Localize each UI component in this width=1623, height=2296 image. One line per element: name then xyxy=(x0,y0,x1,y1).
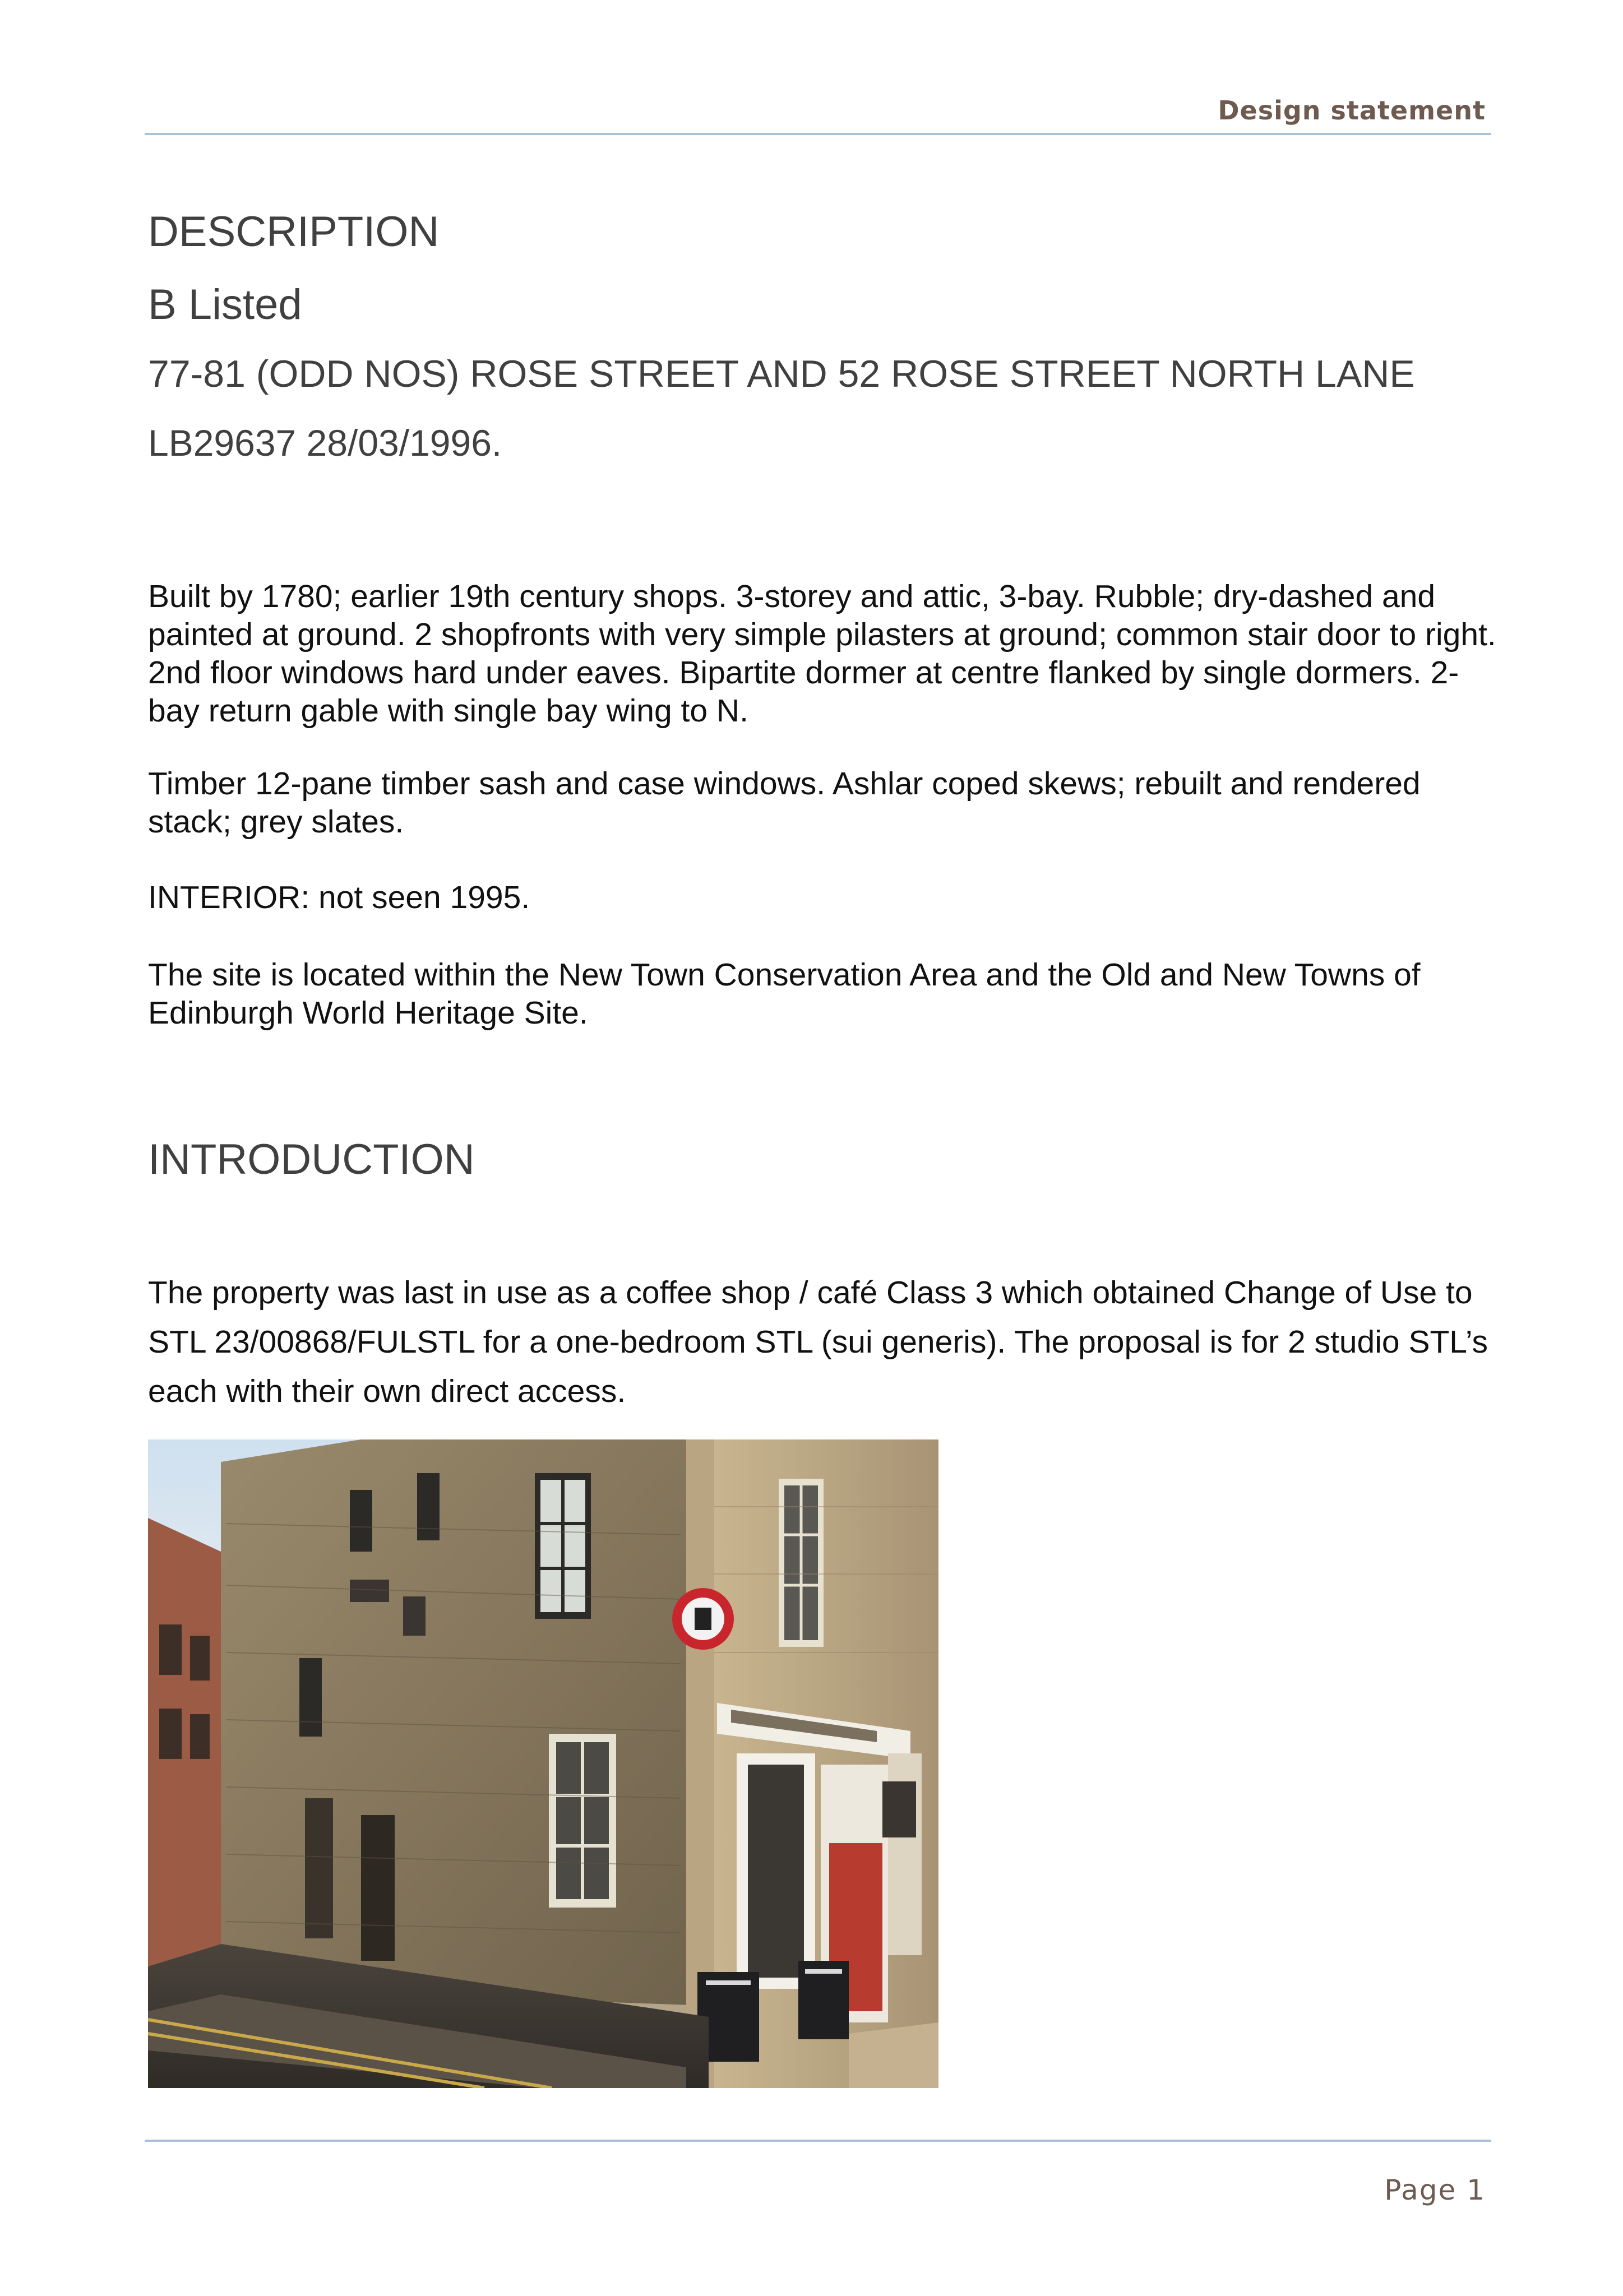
header-title: Design statement xyxy=(1218,95,1486,126)
description-paragraph: INTERIOR: not seen 1995. xyxy=(148,879,530,915)
header-rule xyxy=(145,133,1491,135)
page-number: Page 1 xyxy=(1384,2174,1486,2206)
building-photo xyxy=(148,1439,938,2088)
listing-reference: LB29637 28/03/1996. xyxy=(148,422,502,464)
description-paragraph: Built by 1780; earlier 19th century shops. 3-storey and attic, 3-bay. Rubble; dry-dashed and painted at ground. 2 shopfronts with very simple pilasters at ground; common stair door to right. 2nd floor windows hard under eaves. Bipartite dormer at centre flanked by single dormers. 2-bay return gable with single bay wing to N. xyxy=(148,578,1496,729)
property-address: 77-81 (ODD NOS) ROSE STREET AND 52 ROSE STREET NORTH LANE xyxy=(148,353,1415,395)
introduction-paragraph: The property was last in use as a coffee shop / café Class 3 which obtained Change of Use to STL 23/00868/FULSTL for a one-bedroom STL (sui generis). The proposal is for 2 studio STL’s each with their own direct access. xyxy=(148,1275,1488,1409)
footer-rule xyxy=(145,2140,1491,2142)
listing-category: B Listed xyxy=(148,281,302,328)
description-paragraph: The site is located within the New Town Conservation Area and the Old and New Towns of Edinburgh World Heritage Site. xyxy=(148,957,1421,1031)
description-heading: DESCRIPTION xyxy=(148,208,440,256)
introduction-heading: INTRODUCTION xyxy=(148,1136,475,1183)
description-paragraph: Timber 12-pane timber sash and case windows. Ashlar coped skews; rebuilt and rendered stack; grey slates. xyxy=(148,766,1421,840)
